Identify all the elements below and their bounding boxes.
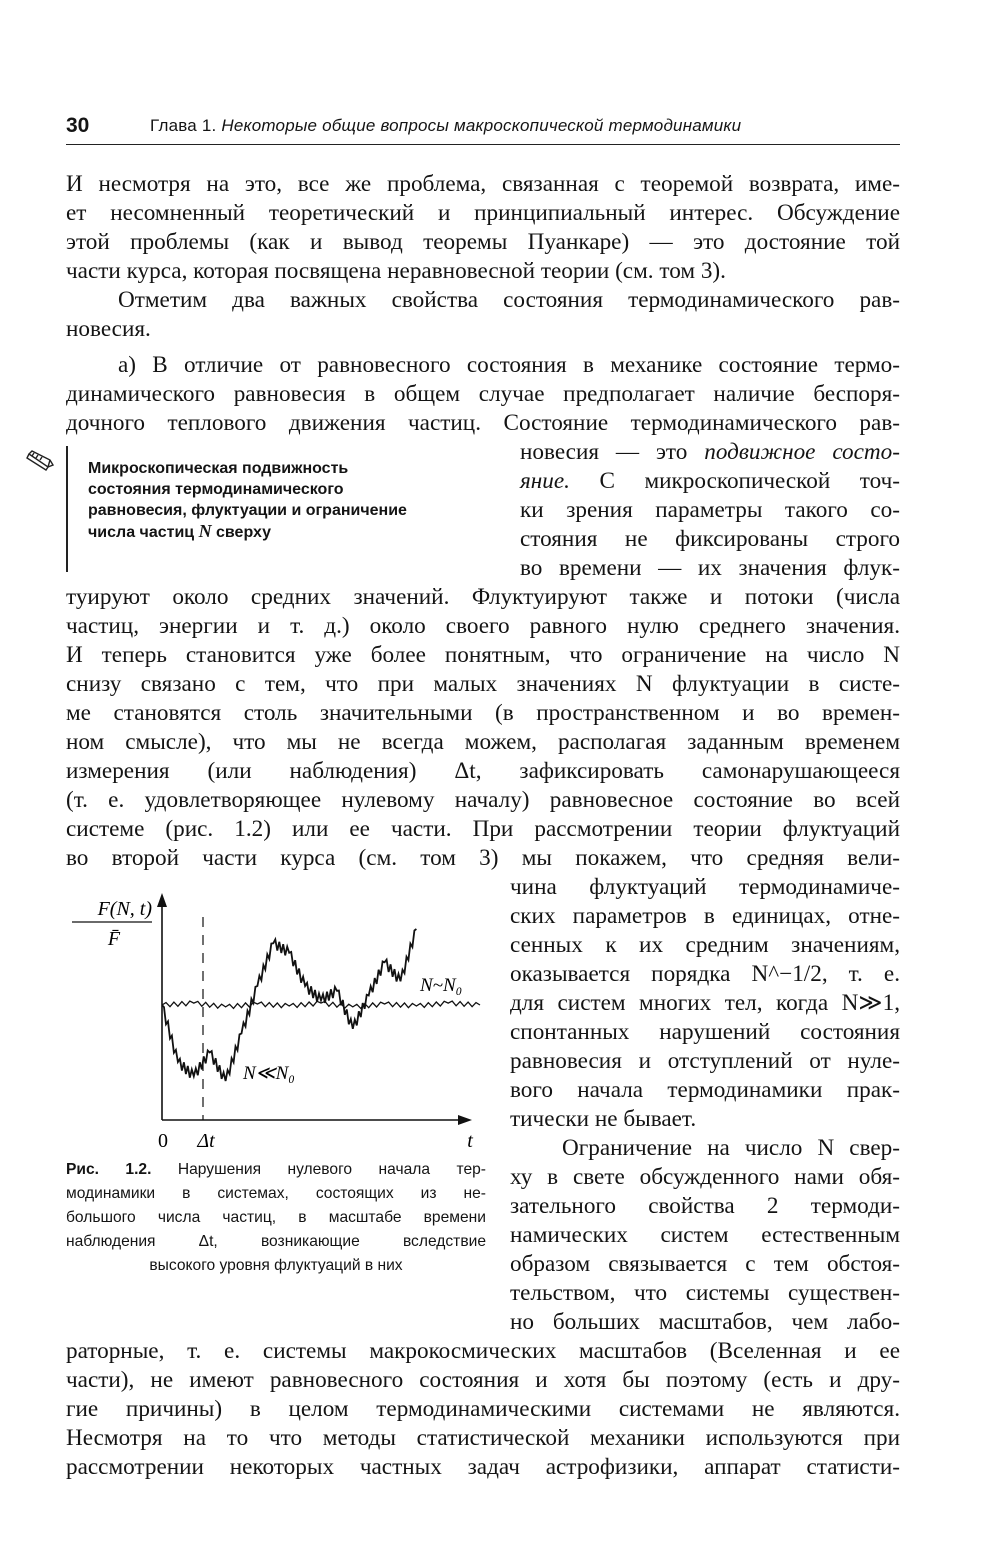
- text-line: измерения (или наблюдения) Δt, зафиксировать самонарушающееся: [66, 758, 900, 784]
- caption-text: Нарушения нулевого начала тер-: [151, 1161, 486, 1178]
- margin-note-line: состояния термодинамического: [88, 481, 344, 498]
- margin-note: [88, 458, 498, 543]
- text-line: чина флуктуаций термодинамиче-: [510, 874, 900, 900]
- text-line: но больших масштабов, чем лабо-: [510, 1309, 900, 1335]
- text-line: ном смысле), что мы не всегда можем, располагая заданным временем: [66, 729, 900, 755]
- label-small-n: N≪N₀: [243, 1063, 295, 1084]
- label-large-n: N~N₀: [420, 975, 463, 996]
- chapter-title: Некоторые общие вопросы макроскопической термодинамики: [221, 116, 742, 135]
- text-line: яние. С микроскопической точ-: [520, 468, 900, 494]
- page-number: 30: [66, 114, 90, 137]
- text-line: равновесия и отступлений от нуле-: [510, 1048, 900, 1074]
- y-axis-arrow: [157, 893, 167, 907]
- caption-line: наблюдения Δt, возникающие вследствие: [66, 1233, 486, 1250]
- text-line: дочного теплового движения частиц. Состояние термодинамического рав-: [66, 410, 900, 436]
- text-line: стояния не фиксированы строго: [520, 526, 900, 552]
- text-line: туируют около средних значений. Флуктуируют также и потоки (числа: [66, 584, 900, 610]
- text-line: снизу связано с тем, что при малых значениях N флуктуации в систе-: [66, 671, 900, 697]
- x-axis-arrow: [458, 1115, 472, 1125]
- text-line: тически не бывает.: [510, 1106, 697, 1132]
- running-title: [150, 116, 741, 136]
- text-line: сенных к их средним значениям,: [510, 932, 900, 958]
- text-line: ки зрения параметры такого со-: [520, 497, 900, 523]
- text-line: ских параметров в единицах, отне-: [510, 903, 900, 929]
- margin-note-text: сверху: [211, 524, 271, 541]
- text-line: зательного свойства 2 термоди-: [510, 1193, 900, 1219]
- text-line: для систем многих тел, когда N≫1,: [510, 990, 900, 1016]
- text-line: И несмотря на это, все же проблема, связанная с теоремой возврата, име-: [66, 171, 900, 197]
- margin-note-n: N: [198, 521, 212, 541]
- text-line: динамического равновесия в общем случае предполагает наличие беспоря-: [66, 381, 900, 407]
- figure-caption: [66, 1158, 486, 1278]
- y-label-den: F̄: [107, 928, 121, 950]
- text-line: Отметим два важных свойства состояния термодинамического рав-: [118, 287, 900, 313]
- caption-line: модинамики в системах, состоящих из не-: [66, 1185, 486, 1202]
- margin-note-line: равновесия, флуктуации и ограничение: [88, 502, 407, 519]
- chapter-label: Глава 1.: [150, 116, 217, 135]
- pencil-icon: [26, 450, 56, 472]
- text-line: раторные, т. е. системы макрокосмических масштабов (Вселенная и ее: [66, 1338, 900, 1364]
- caption-label: Рис. 1.2.: [66, 1161, 152, 1178]
- margin-note-text: числа частиц: [88, 524, 199, 541]
- x-axis-label: t: [467, 1130, 473, 1152]
- x-dt-label: Δt: [197, 1130, 215, 1152]
- text-line: во второй части курса (см. том 3) мы покажем, что средняя вели-: [66, 845, 900, 871]
- text-line: новесия — это подвижное состо-: [520, 439, 900, 465]
- text-line: системе (рис. 1.2) или ее части. При рассмотрении теории флуктуаций: [66, 816, 900, 842]
- text-line: гие причины) в целом термодинамическими системами не являются.: [66, 1396, 900, 1422]
- caption-line: большого числа частиц, в масштабе времени: [66, 1209, 486, 1226]
- margin-note-bar: [66, 446, 68, 572]
- text-line: частиц, энергии и т. д.) около своего равного нулю среднего значения.: [66, 613, 900, 639]
- margin-note-line: Микроскопическая подвижность: [88, 460, 349, 477]
- text-line: тельством, что системы существен-: [510, 1280, 900, 1306]
- text-line: Ограничение на число N свер-: [562, 1135, 900, 1161]
- margin-note-line: [88, 521, 498, 543]
- text-line: новесия.: [66, 316, 151, 342]
- text-line: этой проблемы (как и вывод теоремы Пуанкаре) — это достояние той: [66, 229, 900, 255]
- text-line: спонтанных нарушений состояния: [510, 1019, 900, 1045]
- caption-line: [66, 1158, 486, 1182]
- running-header: [66, 110, 900, 145]
- text-line: намических систем естественным: [510, 1222, 900, 1248]
- text-line: ет несомненный теоретический и принципиальный интерес. Обсуждение: [66, 200, 900, 226]
- text-line: ху в свете обсужденного нами обя-: [510, 1164, 900, 1190]
- text-line: а) В отличие от равновесного состояния в механике состояние термо-: [118, 352, 900, 378]
- text-line: рассмотрении некоторых частных задач астрофизики, аппарат статисти-: [66, 1454, 900, 1480]
- text-line: во времени — их значения флук-: [520, 555, 900, 581]
- text-line: оказывается порядка N^−1/2, т. е.: [510, 961, 900, 987]
- text-line: образом связывается с тем обстоя-: [510, 1251, 900, 1277]
- x-origin-label: 0: [158, 1130, 168, 1152]
- figure-1-2: [60, 885, 500, 1155]
- text-line: вого начала термодинамики прак-: [510, 1077, 900, 1103]
- caption-line: высокого уровня флуктуаций в них: [149, 1257, 403, 1274]
- text-line: части), не имеют равновесного состояния и хотя бы поэтому (есть и дру-: [66, 1367, 900, 1393]
- text-line: части курса, которая посвящена неравновесной теории (см. том 3).: [66, 258, 726, 284]
- text-line: (т. е. удовлетворяющее нулевому началу) равновесное состояние во всей: [66, 787, 900, 813]
- text-line: Несмотря на то что методы статистической механики используются при: [66, 1425, 900, 1451]
- text-line: ме становятся столь значительными (в пространственном и во времен-: [66, 700, 900, 726]
- text-line: И теперь становится уже более понятным, что ограничение на число N: [66, 642, 900, 668]
- y-label-num: F(N, t): [97, 898, 152, 920]
